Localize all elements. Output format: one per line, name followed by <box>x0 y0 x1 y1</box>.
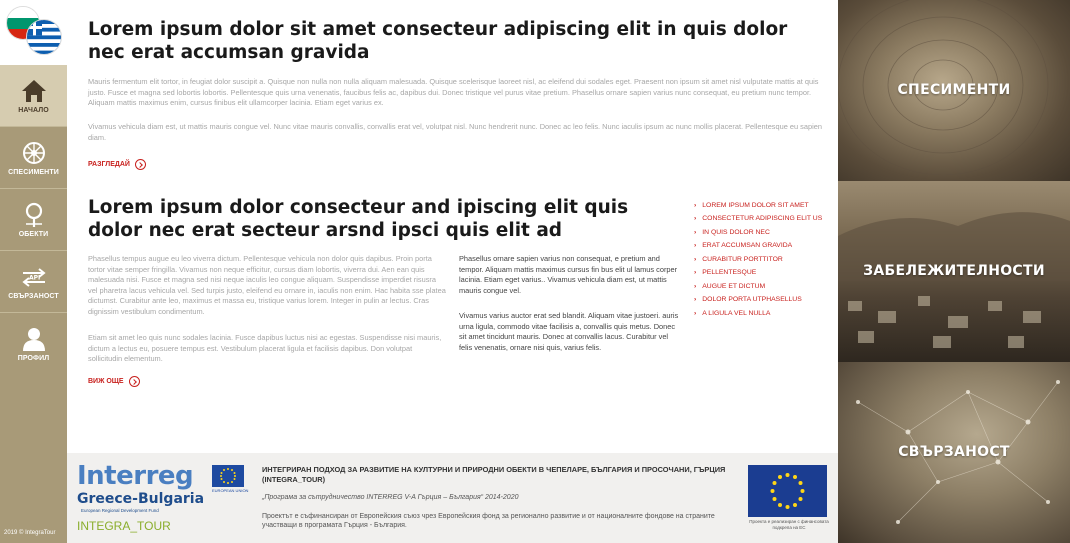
eu-flag-large-icon <box>748 465 827 517</box>
see-more-link[interactable] <box>88 376 140 387</box>
panel-landmarks[interactable] <box>838 181 1070 362</box>
language-flags <box>0 0 67 65</box>
topic-link[interactable]: › ERAT ACCUMSAN GRAVIDA <box>694 239 822 252</box>
explore-link[interactable] <box>88 159 146 170</box>
footer <box>67 453 838 543</box>
topic-link[interactable]: › DOLOR PORTA UTPHASELLUS <box>694 293 822 306</box>
arrow-right-icon <box>129 376 140 387</box>
project-logo: INTEGRA_TOUR <box>77 519 171 533</box>
project-description: Проектът е съфинансиран от Европейския съюз чрез Европейския фонд за регионално развитие и от националните фондове на страните участващи в програмата Гърция - България. <box>262 513 715 529</box>
sidebar-item-home[interactable] <box>0 65 67 127</box>
sidebar <box>0 0 67 543</box>
map-pin-icon <box>20 202 48 228</box>
section1-paragraph: Vivamus vehicula diam est, ut mattis mauris congue vel. Nunc vitae mauris convallis, convallis erat vel, volutpat nisl. Nunc hendrerit nunc. Donec ac leo felis. Nunc iaculis ipsum ac nunc mollis placerat. Pellentesque eu sapien diam. <box>88 122 822 142</box>
panel-label: СВЪРЗАНОСТ <box>898 444 1010 460</box>
section1-title: Lorem ipsum dolor sit amet consecteur adipiscing elit in quis dolor nec erat accumsan gravida <box>88 19 788 63</box>
topic-link[interactable]: › A LIGULA VEL NULLA <box>694 307 822 320</box>
panel-specimens[interactable] <box>838 0 1070 181</box>
eu-small-label: EUROPEAN UNION <box>212 488 249 493</box>
sidebar-item-label: СПЕСИМЕНТИ <box>8 169 59 176</box>
see-more-link-label: ВИЖ ОЩЕ <box>88 378 124 385</box>
section2-paragraph: Phasellus ornare sapien varius non consequat, e pretium and tempor. Aliquam mattis maximus cursus fin bus elit ul lamus corper lacinia. Etiam eget varius.. Vivamus vehicula diam est, ut mattis mauris congue vel. <box>459 254 678 295</box>
sidebar-item-connectivity[interactable] <box>0 251 67 313</box>
sidebar-item-label: НАЧАЛО <box>18 107 49 114</box>
greek-flag-icon[interactable] <box>26 19 62 55</box>
topic-link[interactable]: › CURABITUR PORTTITOR <box>694 253 822 266</box>
section2-paragraph: Phasellus tempus augue eu leo viverra dictum. Pellentesque vehicula non dolor quis dapibus. Proin porta tortor vitae semper fringilla. Vivamus non neque efficitur, cursus diam lobortis, viverra dui. Aen ean quis malesuada nisi. Fusce et magna sed nisi neque iaculis leo congue aliquam. Suspendisse imperdiet risusra vel pharetra lacus vehicula vel. Sed turpis justo, eleifend eu ornare in, iaculis non enim. Hac habita sse platea dictumst. Curabitur ante leo, maximus et massa eu, tristique varius lorem. Integer in pulin ar lectus. Cras dignissim vestibulum condimentum. <box>88 254 446 316</box>
eu-flag-icon <box>212 465 244 487</box>
topic-link[interactable]: › AUGUE ET DICTUM <box>694 280 822 293</box>
section1-paragraph: Mauris fermentum elit tortor, in feugiat dolor suscipit a. Quisque non nulla non nulla aliquam malesuada. Quisque scelerisque laoreet nisl, ac eleifend dui sodales eget. Praesent non ipsum sit amet nisl vulputate mattis at quis justo. Fusce et magna sed lobortis lobortis. Pellentesque quis urna venenatis, faucibus felis ac, dapibus dui. Donec tristique vel purus vitae pretium. Phasellus ornare sapien varius nunc consequat, eu pretium nunc tempor. Aliquam mattis maximus enim, cursus finibus elit ullamcorper lacinia. Etiam eget varius ex. <box>88 77 819 108</box>
panel-label: ЗАБЕЛЕЖИТЕЛНОСТИ <box>863 263 1045 279</box>
sidebar-item-label: СВЪРЗАНОСТ <box>8 293 59 300</box>
arrow-right-icon <box>135 159 146 170</box>
interreg-logo-subtitle: Greece-Bulgaria <box>77 491 205 507</box>
topic-links <box>694 199 822 320</box>
panel-label: СПЕСИМЕНТИ <box>897 82 1011 98</box>
section2-paragraph: Vivamus varius auctor erat sed blandit. Aliquam vitae justoeri. auris urna ligula, commodo vitae facilisis a, convallis quis metus. Donec sit amet tincidunt mauris. Donec at convallis lacus. Curabitur vel felis venenatis, ornare nisi quis, varius felis. <box>459 311 679 352</box>
main-content <box>67 0 838 453</box>
sidebar-item-profile[interactable] <box>0 313 67 374</box>
topic-link[interactable]: › IN QUIS DOLOR NEC <box>694 226 822 239</box>
program-name: „Програма за сътрудничество INTERREG V-A Гърция – България“ 2014-2020 <box>262 494 519 501</box>
sidebar-item-specimens[interactable] <box>0 127 67 189</box>
interreg-logo: Interreg <box>77 461 194 491</box>
project-title: ИНТЕГРИРАН ПОДХОД ЗА РАЗВИТИЕ НА КУЛТУРНИ И ПРИРОДНИ ОБЕКТИ В ЧЕПЕЛАРЕ, БЪЛГАРИЯ И ПРОСОЧАНИ, ГЪРЦИЯ (INTEGRA_TOUR) <box>262 465 726 484</box>
section2-title: Lorem ipsum dolor consecteur and ipiscing elit quis dolor nec erat secteur arsnd ipsci quis elit ad <box>88 197 629 241</box>
copyright: 2019 © IntegraTour <box>4 530 56 536</box>
explore-link-label: РАЗГЛЕДАЙ <box>88 161 130 168</box>
specimen-icon <box>20 140 48 166</box>
topic-link[interactable]: › PELLENTESQUE <box>694 266 822 279</box>
svg-text:API: API <box>28 274 40 282</box>
section2-paragraph: Etiam sit amet leo quis nunc sodales lacinia. Fusce dapibus luctus nisi ac egestas. Suspendisse nisi mauris, dictum a lectus eu, posuere tempus est. Vestibulum placerat ligula et facilisis dapibus. Don volutpat sollicitudin elementum. <box>88 333 442 364</box>
sidebar-item-label: ПРОФИЛ <box>17 355 50 362</box>
topic-link[interactable]: › CONSECTETUR ADIPISCING ELIT US <box>694 212 822 225</box>
api-icon <box>20 264 48 290</box>
topic-link[interactable]: › LOREM IPSUM DOLOR SIT AMET <box>694 199 822 212</box>
sidebar-item-label: ОБЕКТИ <box>18 231 49 238</box>
sidebar-item-objects[interactable] <box>0 189 67 251</box>
eu-funding-label: Проекта е реализиран с финансовата подкрепа на ЕС <box>749 519 829 530</box>
interreg-logo-fund: European Regional Development Fund <box>81 508 159 513</box>
panel-connectivity[interactable] <box>838 362 1070 543</box>
home-icon <box>20 78 48 104</box>
user-icon <box>20 326 48 352</box>
